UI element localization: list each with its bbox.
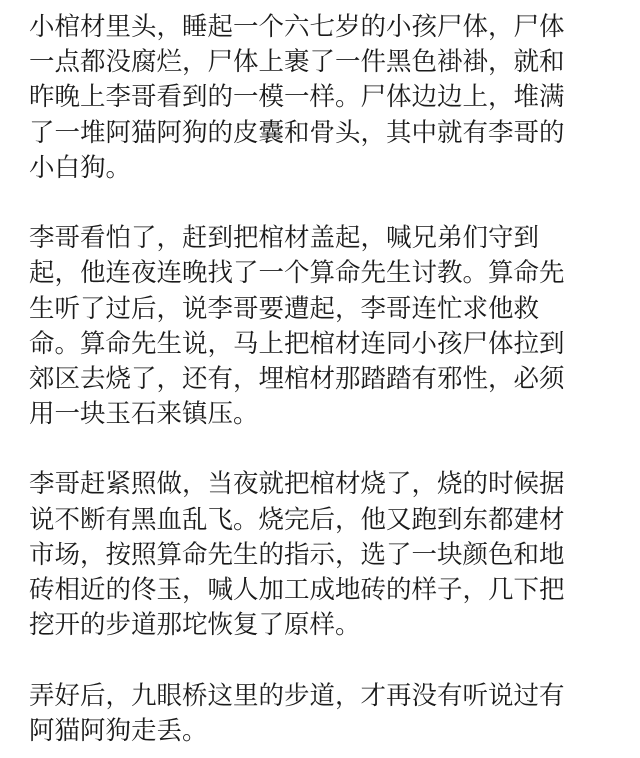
text-line: 了一堆阿猫阿狗的皮囊和骨头，其中就有李哥的 bbox=[29, 117, 565, 148]
text-line: 说不断有黑血乱飞。烧完后，他又跑到东都建材 bbox=[29, 504, 565, 535]
text-line: 用一块玉石来镇压。 bbox=[29, 399, 259, 430]
text-line: 一点都没腐烂，尸体上裹了一件黑色褂褂，就和 bbox=[29, 47, 565, 78]
paragraph bbox=[29, 679, 626, 749]
text-line: 起，他连夜连晚找了一个算命先生讨教。算命先 bbox=[29, 258, 565, 289]
text-line: 弄好后，九眼桥这里的步道，才再没有听说过有 bbox=[29, 680, 565, 711]
text-line: 生听了过后，说李哥要遭起，李哥连忙求他救 bbox=[29, 293, 540, 324]
text-line: 阿猫阿狗走丢。 bbox=[29, 715, 208, 746]
text-line: 砖相近的佟玉，喊人加工成地砖的样子，几下把 bbox=[29, 575, 565, 605]
paragraph bbox=[29, 10, 626, 186]
text-line: 郊区去烧了，还有，埋棺材那踏踏有邪性，必须 bbox=[29, 363, 565, 394]
text-line: 小棺材里头，睡起一个六七岁的小孩尸体，尸体 bbox=[29, 12, 565, 42]
text-line: 小白狗。 bbox=[29, 152, 132, 183]
paragraph bbox=[29, 221, 626, 432]
text-line: 命。算命先生说，马上把棺材连同小孩尸体拉到 bbox=[29, 328, 565, 359]
text-line: 李哥看怕了，赶到把棺材盖起，喊兄弟们守到 bbox=[29, 223, 540, 254]
text-line: 挖开的步道那坨恢复了原样。 bbox=[29, 610, 361, 641]
text-line: 昨晚上李哥看到的一模一样。尸体边边上，堆满 bbox=[29, 82, 565, 113]
text-line: 市场，按照算命先生的指示，选了一块颜色和地 bbox=[29, 539, 565, 570]
paragraph bbox=[29, 467, 626, 643]
text-line: 李哥赶紧照做，当夜就把棺材烧了，烧的时候据 bbox=[29, 469, 565, 500]
